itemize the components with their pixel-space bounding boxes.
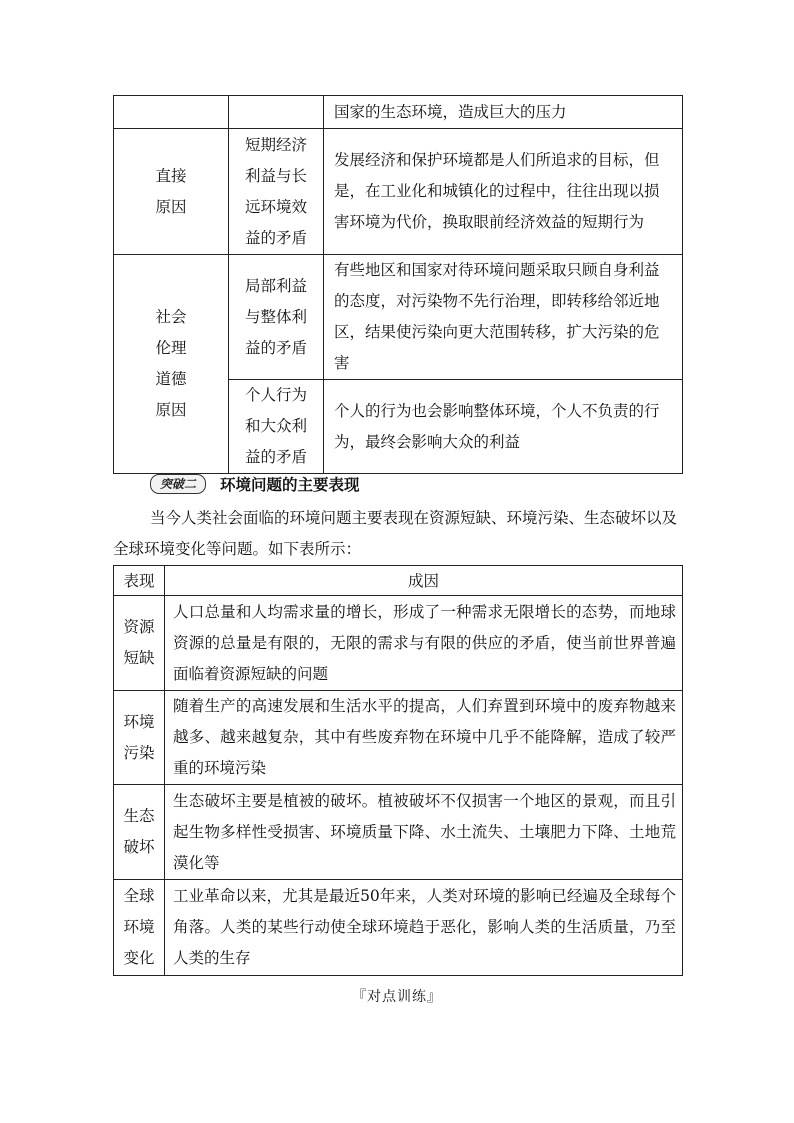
table-cell bbox=[229, 255, 324, 380]
cell-text: 个人行为和大众利益的矛盾 bbox=[245, 386, 308, 466]
cell-text: 发展经济和保护环境都是人们所追求的目标，但是，在工业化和城镇化的过程中，往往出现以损害环境为代价，换取眼前经济效益的短期行为 bbox=[334, 151, 660, 231]
cell-text: 直接原因 bbox=[155, 166, 187, 216]
table-cell bbox=[229, 380, 324, 474]
intro-paragraph: 当今人类社会面临的环境问题主要表现在资源短缺、环境污染、生态破坏以及全球环境变化等问题。如下表所示： bbox=[113, 509, 678, 558]
table-cell bbox=[229, 96, 324, 129]
section-heading bbox=[150, 474, 360, 494]
table-cell bbox=[324, 255, 683, 380]
table-row bbox=[114, 691, 683, 785]
row-label bbox=[114, 691, 165, 785]
column-header: 成因 bbox=[165, 566, 683, 596]
section-badge: 突破二 bbox=[150, 474, 206, 494]
row-cause: 随着生产的高速发展和生活水平的提高，人们弃置到环境中的废弃物越来越多、越来越复杂，其中有些废弃物在环境中几乎不能降解，造成了较严重的环境污染 bbox=[165, 691, 683, 785]
cell-text: 个人的行为也会影响整体环境，个人不负责的行为，最终会影响大众的利益 bbox=[334, 401, 660, 451]
table-cell bbox=[324, 380, 683, 474]
cell-text: 社会伦理道德原因 bbox=[155, 308, 187, 419]
row-label-text: 环境污染 bbox=[123, 712, 155, 762]
causes-table bbox=[113, 95, 683, 474]
cell-text: 局部利益与整体利益的矛盾 bbox=[245, 276, 308, 357]
table-row bbox=[114, 255, 683, 380]
table-row bbox=[114, 96, 683, 129]
table-cell bbox=[114, 255, 229, 474]
row-label bbox=[114, 880, 165, 976]
table-row bbox=[114, 785, 683, 880]
cell-text: 短期经济利益与长远环境效益的矛盾 bbox=[245, 135, 308, 247]
table-header-row bbox=[114, 566, 683, 596]
row-label-text: 资源短缺 bbox=[123, 618, 155, 667]
table-cell bbox=[324, 129, 683, 255]
table-row bbox=[114, 880, 683, 976]
table-cell bbox=[114, 96, 229, 129]
row-label-text: 全球环境变化 bbox=[123, 887, 155, 967]
row-cause: 工业革命以来，尤其是最近50年来，人类对环境的影响已经遍及全球每个角落。人类的某些行动使全球环境趋于恶化，影响人类的生活质量，乃至人类的生存 bbox=[165, 880, 683, 976]
table-cell bbox=[324, 96, 683, 129]
section-footer-label: 『对点训练』 bbox=[352, 989, 442, 1005]
row-cause: 生态破坏主要是植被的破坏。植被破坏不仅损害一个地区的景观，而且引起生物多样性受损害、环境质量下降、水土流失、土壤肥力下降、土地荒漠化等 bbox=[165, 785, 683, 880]
row-cause: 人口总量和人均需求量的增长，形成了一种需求无限增长的态势，而地球资源的总量是有限的，无限的需求与有限的供应的矛盾，使当前世界普遍面临着资源短缺的问题 bbox=[165, 596, 683, 691]
row-label bbox=[114, 785, 165, 880]
table-cell bbox=[229, 129, 324, 255]
row-label-text: 生态破坏 bbox=[123, 807, 155, 856]
table-row bbox=[114, 129, 683, 255]
column-header: 表现 bbox=[114, 566, 165, 596]
manifestations-table bbox=[113, 565, 683, 976]
table-cell bbox=[114, 129, 229, 255]
section-title: 环境问题的主要表现 bbox=[220, 476, 360, 494]
cell-text: 国家的生态环境，造成巨大的压力 bbox=[334, 102, 567, 121]
table-row bbox=[114, 596, 683, 691]
cell-text: 有些地区和国家对待环境问题采取只顾自身利益的态度，对污染物不先行治理，即转移给邻近地区，结果使污染向更大范围转移，扩大污染的危害 bbox=[334, 261, 660, 372]
row-label bbox=[114, 596, 165, 691]
